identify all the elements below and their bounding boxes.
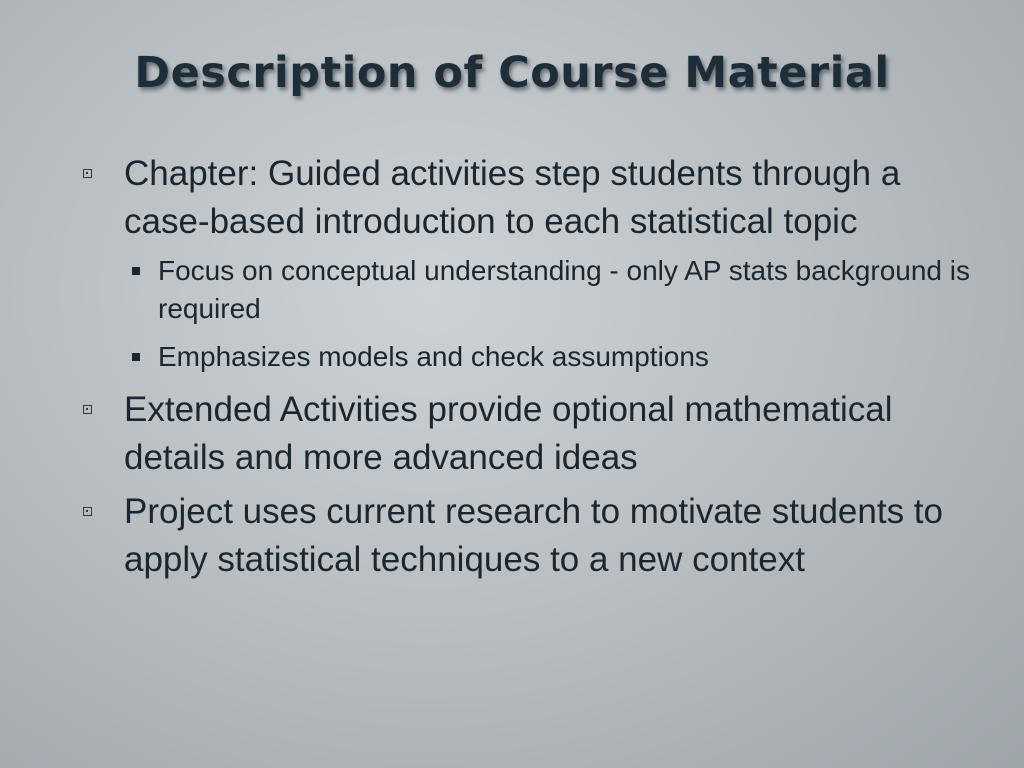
filled-square-icon: [132, 267, 140, 275]
bullet-item: [80, 150, 980, 246]
sub-bullet-item: [80, 338, 980, 376]
sub-bullet-item: [80, 252, 980, 328]
hollow-square-icon: [83, 405, 92, 414]
bullet-text: Project uses current research to motivate students to apply statistical techniques to a new context: [124, 492, 943, 579]
slide-title: Description of Course Material: [134, 48, 890, 98]
bullet-text: Extended Activities provide optional mathematical details and more advanced ideas: [124, 390, 893, 477]
bullet-text: Chapter: Guided activities step students through a case-based introduction to each statistical topic: [124, 154, 901, 241]
sub-bullet-text: Emphasizes models and check assumptions: [158, 341, 709, 372]
bullet-list: [80, 150, 980, 590]
bullet-item: [80, 488, 980, 584]
hollow-square-icon: [83, 507, 92, 516]
sub-bullet-text: Focus on conceptual understanding - only AP stats background is required: [158, 255, 970, 324]
bullet-item: [80, 386, 980, 482]
filled-square-icon: [132, 353, 140, 361]
hollow-square-icon: [83, 169, 92, 178]
